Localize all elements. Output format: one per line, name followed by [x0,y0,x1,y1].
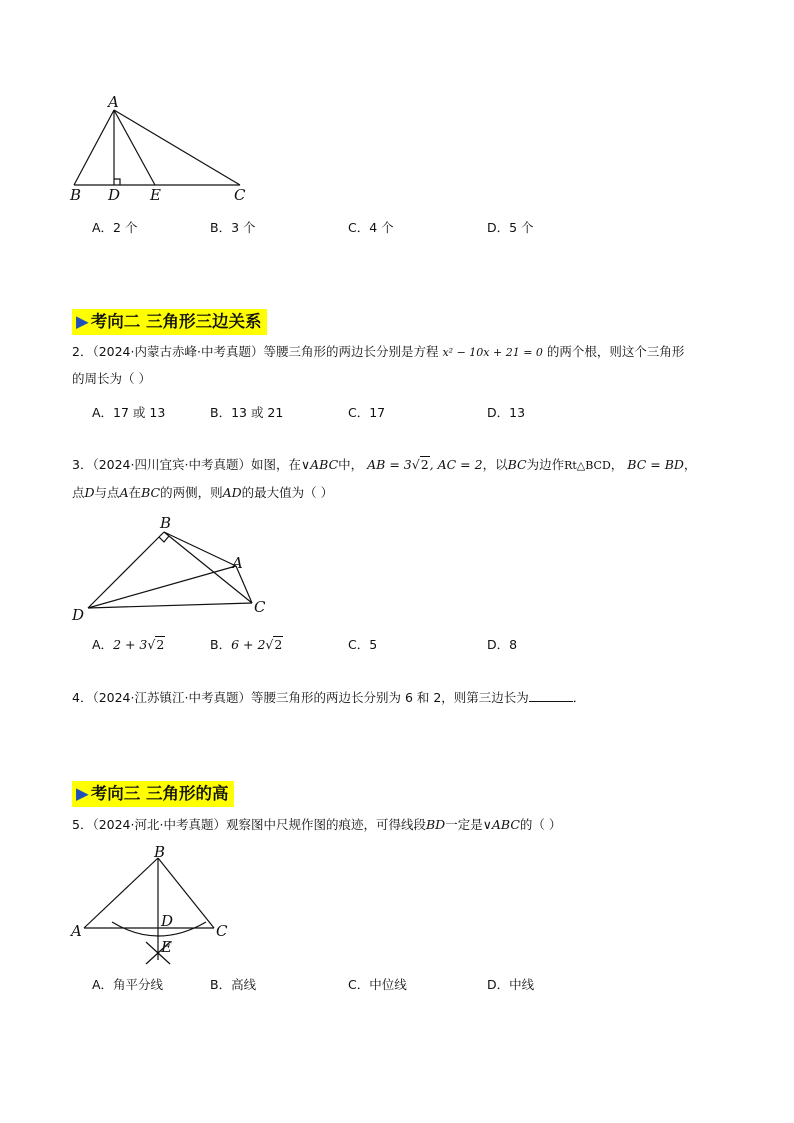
question-source: （2024·四川宜宾·中考真题） [92,457,251,472]
math-triangle: ∨ABC [482,817,520,832]
figure-3-triangles [66,512,286,630]
label-b: B [160,514,172,532]
question-text: ， [610,457,624,472]
question-3-line-1: 3．（2024·四川宜宾·中考真题）如图，在∨ABC中， AB = 3√2, AC = 2，以BC为边作Rt△BCD， BC = BD， [72,457,697,472]
question-number: 2． [72,344,93,359]
q1-option-c[interactable]: C．4 个 [348,220,394,235]
construction-arc [112,922,206,936]
q3-option-a[interactable]: A．2 + 3√2 [92,637,165,652]
label-a: A [108,93,119,111]
math-d: D [84,485,95,500]
math-ab: AB = 3 [367,457,412,472]
segment-ba [84,858,158,928]
math-bc: BC [507,457,527,472]
segment-ab [74,110,114,185]
q2-option-d[interactable]: D．13 [487,405,526,420]
question-text: 的两侧，则 [160,485,223,500]
option-letter: B． [210,637,232,652]
segment-dc [88,603,252,608]
segment-da [88,566,236,608]
q1-option-a[interactable]: A．2 个 [92,220,138,235]
right-angle-mark [159,536,169,542]
math-bc: BC [141,485,161,500]
section-title-3: 考向三 三角形的高 [90,784,229,803]
label-b: B [154,843,166,861]
math-radicand: 2 [420,457,429,472]
math-triangle: ∨ABC [300,457,339,472]
math-rt-triangle: Rt△BCD [564,459,611,472]
option-radicand: 2 [274,637,283,652]
section-title-2: 考向二 三角形三边关系 [90,312,262,331]
segment-ae [114,110,155,185]
q1-option-d[interactable]: D．5 个 [487,220,534,235]
question-text: 观察图中尺规作图的痕迹，可得线段 [225,817,426,832]
q5-option-c[interactable]: C．中位线 [348,977,407,992]
label-d: D [108,186,121,204]
question-text: ，以 [482,457,508,472]
question-text: 为边作 [526,457,565,472]
q1-option-b[interactable]: B．3 个 [210,220,256,235]
section-heading-2 [72,309,267,335]
math-bd: BD [425,817,446,832]
question-source: （2024·河北·中考真题） [92,817,226,832]
math-ad: AD [222,485,242,500]
question-text: 的最大值为（ ） [241,485,334,500]
question-text: 如图，在 [250,457,301,472]
label-d: D [72,606,85,624]
q2-option-b[interactable]: B．13 或 21 [210,405,284,420]
question-2-line-2: 的周长为（ ） [72,371,151,386]
q5-option-b[interactable]: B．高线 [210,977,257,992]
equation: x² − 10x + 21 = 0 [442,346,543,359]
question-text: ， [683,457,697,472]
math-ac: , AC = 2 [429,457,483,472]
question-text: 在 [128,485,142,500]
question-number: 3． [72,457,93,472]
question-text: 一定是 [445,817,483,832]
question-source: （2024·内蒙古赤峰·中考真题） [92,344,264,359]
answer-blank[interactable] [529,689,573,702]
math-a: A [119,485,129,500]
label-a: A [232,554,243,572]
section-heading-3 [72,781,234,807]
question-source: （2024·江苏镇江·中考真题） [92,690,251,705]
segment-ac [114,110,240,185]
label-a: A [71,922,82,940]
option-letter: A． [92,637,114,652]
question-5 [72,815,561,835]
question-text: 的两个根，则这个三角形 [546,344,685,359]
question-text: 中， [338,457,364,472]
label-d: D [161,912,174,930]
label-e: E [161,938,172,956]
q2-option-a[interactable]: A．17 或 13 [92,405,166,420]
label-c: C [254,598,266,616]
question-text: 与点 [94,485,120,500]
play-triangle-icon: ▶ [76,312,89,331]
question-text: 点 [72,485,85,500]
question-text: 等腰三角形的两边长分别为 6 和 2，则第三边长为 [250,690,529,705]
question-4 [72,688,585,708]
q5-option-d[interactable]: D．中线 [487,977,535,992]
math-bc-bd: BC = BD [627,457,684,472]
question-text: 等腰三角形的两边长分别是方程 [263,344,439,359]
play-triangle-icon: ▶ [76,784,89,803]
question-3-line-2 [72,483,333,503]
figure-1-triangle [62,88,262,208]
label-c: C [234,186,246,204]
option-value: 2 + 3 [113,637,148,652]
label-e: E [150,186,161,204]
q3-option-c[interactable]: C．5 [348,637,378,652]
question-number: 5． [72,817,93,832]
label-c: C [216,922,228,940]
option-radicand: 2 [156,637,165,652]
question-2-line-1 [72,342,684,363]
question-text: 的（ ） [519,817,562,832]
label-b: B [70,186,82,204]
figure-5-construction [68,842,238,970]
option-value: 6 + 2 [231,637,266,652]
q3-option-d[interactable]: D．8 [487,637,518,652]
right-angle-mark [114,179,120,185]
q5-option-a[interactable]: A．角平分线 [92,977,164,992]
question-text: ． [572,690,586,705]
q3-option-b[interactable]: B．6 + 2√2 [210,637,283,652]
question-number: 4． [72,690,93,705]
q2-option-c[interactable]: C．17 [348,405,386,420]
